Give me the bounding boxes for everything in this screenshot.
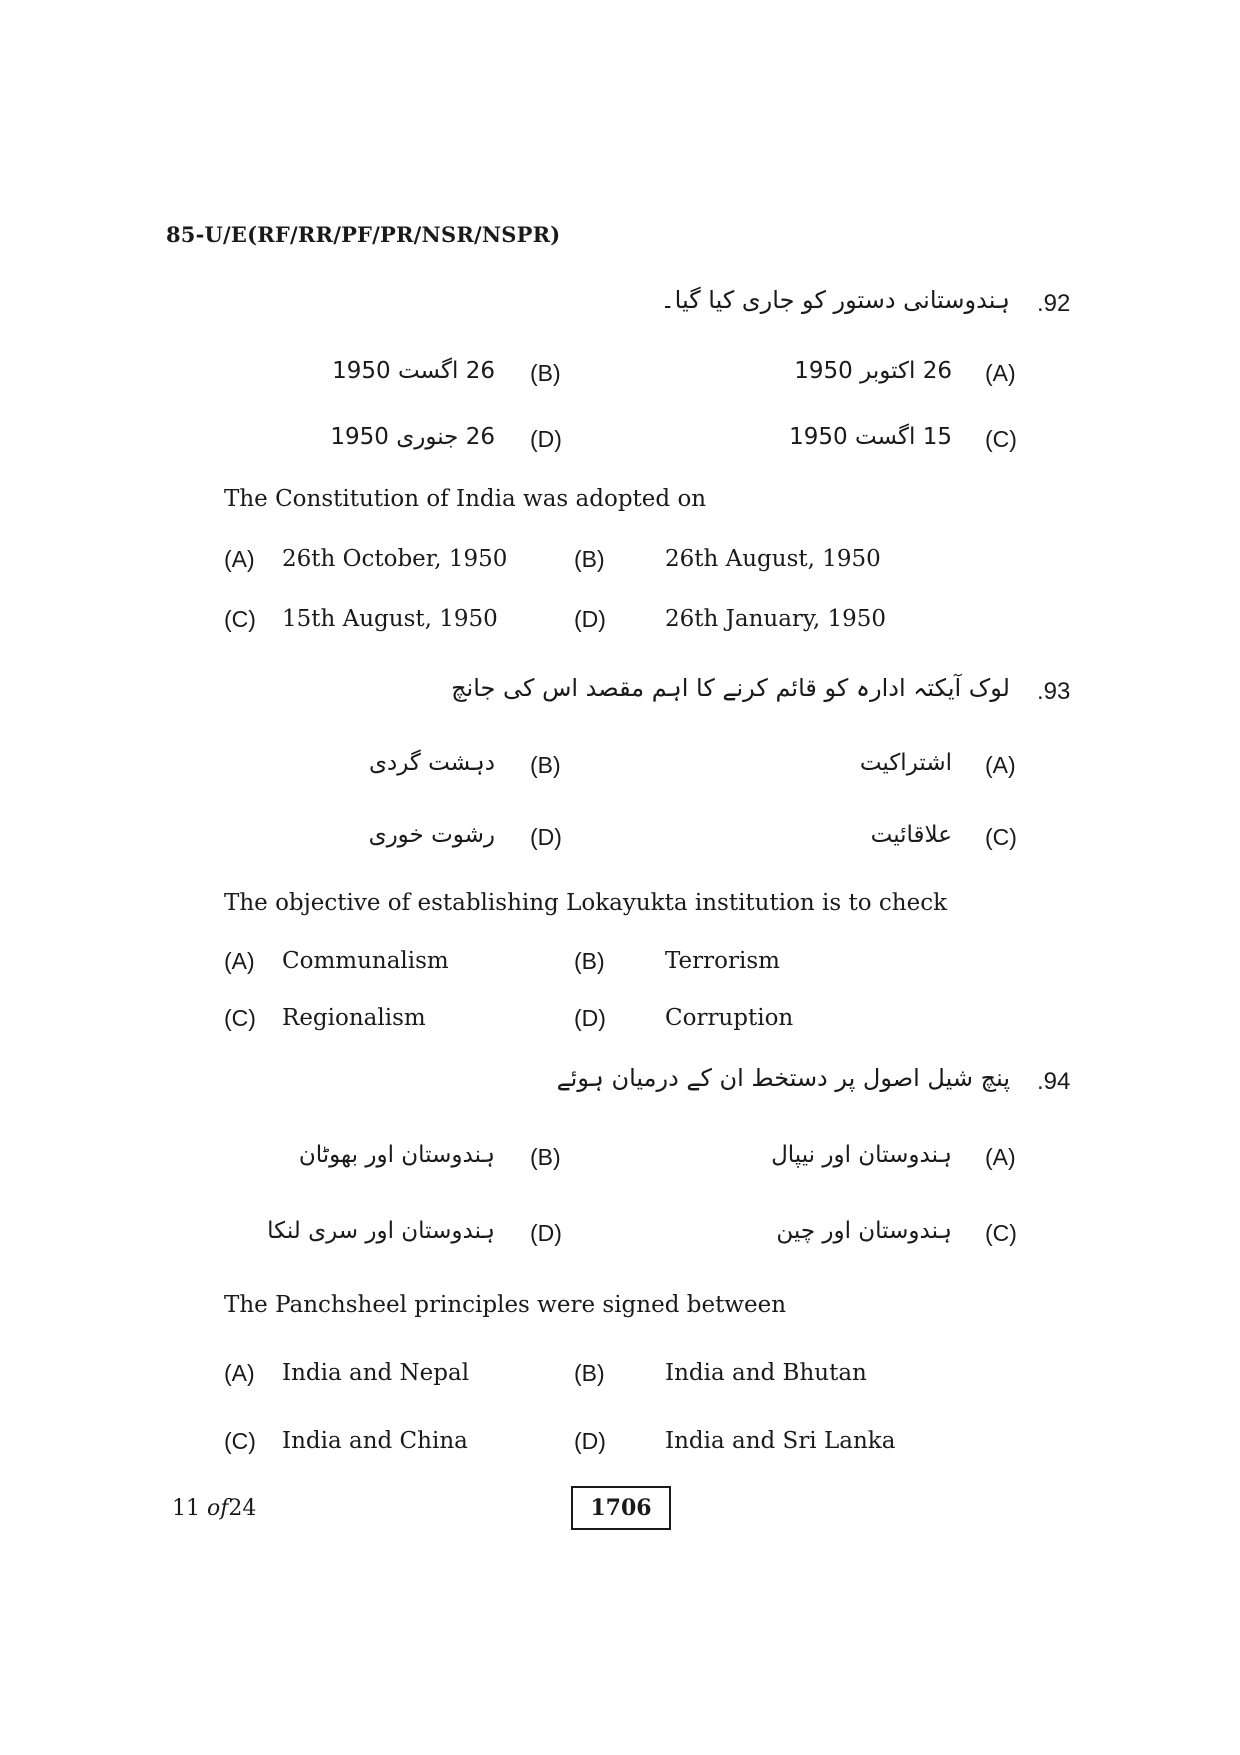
english-option-b-text: 26th August, 1950	[665, 546, 881, 572]
urdu-option-a-label: (A)	[985, 752, 1016, 778]
english-option-d-label: (D)	[574, 1005, 606, 1031]
english-option-b-label: (B)	[574, 546, 605, 572]
english-question-text: The objective of establishing Lokayukta institution is to check	[224, 890, 948, 916]
urdu-option-b-text: 26 اگست 1950	[332, 358, 495, 384]
english-option-a-label: (A)	[224, 1360, 255, 1386]
booklet-code-box	[571, 1486, 671, 1530]
english-option-d-text: India and Sri Lanka	[665, 1428, 896, 1454]
page-number	[172, 1496, 256, 1521]
english-option-c-text: Regionalism	[282, 1005, 426, 1031]
urdu-option-a-label: (A)	[985, 1144, 1016, 1170]
urdu-option-a-text: 26 اکتوبر 1950	[794, 358, 952, 384]
urdu-question-text: لوک آیکتہ ادارہ کو قائم کرنے کا اہم مقصد اس کی جانچ	[451, 674, 1010, 702]
urdu-option-a-text: ہندوستان اور نیپال	[771, 1142, 952, 1168]
urdu-option-c-text: 15 اگست 1950	[789, 424, 952, 450]
english-option-d-label: (D)	[574, 606, 606, 632]
question-number: .93	[1037, 678, 1071, 705]
english-option-c-text: India and China	[282, 1428, 468, 1454]
urdu-option-d-label: (D)	[530, 426, 562, 452]
urdu-option-d-label: (D)	[530, 1220, 562, 1246]
english-option-b-label: (B)	[574, 948, 605, 974]
english-option-a-text: 26th October, 1950	[282, 546, 508, 572]
urdu-option-b-text: ہندوستان اور بھوٹان	[298, 1142, 495, 1168]
english-option-a-text: India and Nepal	[282, 1360, 470, 1386]
english-option-b-text: Terrorism	[665, 948, 780, 974]
english-option-b-label: (B)	[574, 1360, 605, 1386]
english-option-c-label: (C)	[224, 606, 256, 632]
english-option-d-label: (D)	[574, 1428, 606, 1454]
booklet-code: 1706	[590, 1495, 652, 1521]
page-current: 11	[172, 1496, 200, 1521]
urdu-option-a-label: (A)	[985, 360, 1016, 386]
urdu-option-c-text: علاقائیت	[870, 822, 952, 848]
english-question-text: The Constitution of India was adopted on	[224, 486, 707, 512]
urdu-option-b-label: (B)	[530, 1144, 561, 1170]
urdu-option-b-label: (B)	[530, 752, 561, 778]
urdu-option-b-label: (B)	[530, 360, 561, 386]
urdu-option-d-label: (D)	[530, 824, 562, 850]
english-option-a-label: (A)	[224, 948, 255, 974]
english-option-c-label: (C)	[224, 1005, 256, 1031]
urdu-option-a-text: اشتراکیت	[859, 750, 952, 776]
english-option-c-text: 15th August, 1950	[282, 606, 498, 632]
urdu-option-d-text: 26 جنوری 1950	[330, 424, 495, 450]
urdu-question-text: پنچ شیل اصول پر دستخط ان کے درمیان ہوئے	[556, 1064, 1010, 1092]
urdu-question-text: ہندوستانی دستور کو جاری کیا گیا۔	[660, 286, 1010, 314]
paper-code: 85-U/E(RF/RR/PF/PR/NSR/NSPR)	[166, 222, 561, 247]
english-question-text: The Panchsheel principles were signed between	[224, 1292, 787, 1318]
question-number: .92	[1037, 290, 1071, 317]
english-option-a-text: Communalism	[282, 948, 449, 974]
page-of-word: of	[207, 1496, 229, 1521]
english-option-d-text: Corruption	[665, 1005, 794, 1031]
page-total: 24	[228, 1496, 257, 1521]
urdu-option-c-text: ہندوستان اور چین	[776, 1218, 952, 1244]
urdu-option-c-label: (C)	[985, 1220, 1017, 1246]
english-option-c-label: (C)	[224, 1428, 256, 1454]
urdu-option-c-label: (C)	[985, 824, 1017, 850]
english-option-b-text: India and Bhutan	[665, 1360, 867, 1386]
urdu-option-d-text: ہندوستان اور سری لنکا	[267, 1218, 495, 1244]
question-number: .94	[1037, 1068, 1071, 1095]
urdu-option-c-label: (C)	[985, 426, 1017, 452]
english-option-d-text: 26th January, 1950	[665, 606, 886, 632]
urdu-option-b-text: دہشت گردی	[368, 750, 495, 776]
english-option-a-label: (A)	[224, 546, 255, 572]
urdu-option-d-text: رشوت خوری	[368, 822, 495, 848]
